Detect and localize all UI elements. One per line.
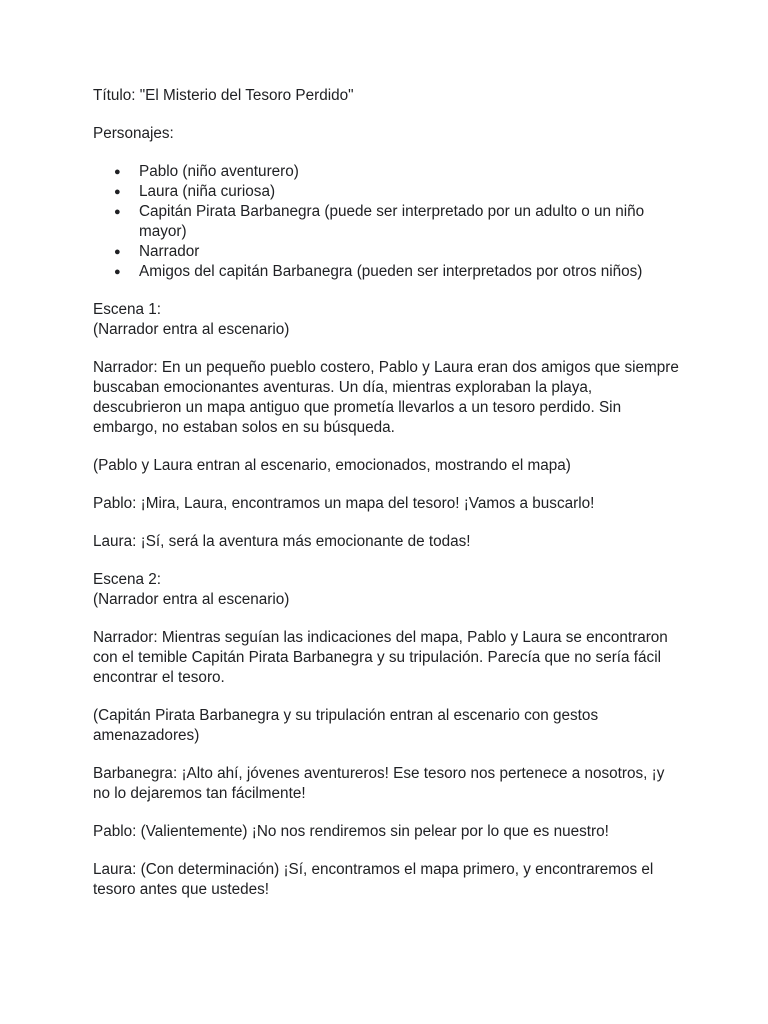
scene-2-pablo-line: Pablo: (Valientemente) ¡No nos rendiremos sin pelear por lo que es nuestro! — [93, 823, 609, 840]
scene-1-narrator-line: Narrador: En un pequeño pueblo costero, Pablo y Laura eran dos amigos que siempre buscaban emocionantes aventuras. Un día, mientras exploraban la playa, descubrieron un mapa antiguo que prometía llevarlos a un tesoro perdido. Sin embargo, no estaban solos en su búsqueda. — [93, 359, 679, 436]
scene-1-laura-line: Laura: ¡Sí, será la aventura más emocionante de todas! — [93, 533, 471, 550]
characters-list — [93, 162, 683, 282]
scene-1-direction: (Pablo y Laura entran al escenario, emocionados, mostrando el mapa) — [93, 457, 571, 474]
scene-2-barbanegra-line: Barbanegra: ¡Alto ahí, jóvenes aventureros! Ese tesoro nos pertenece a nosotros, ¡y no lo dejaremos tan fácilmente! — [93, 765, 665, 802]
character-item: ● Pablo (niño aventurero) — [93, 162, 683, 182]
title-line: Título: "El Misterio del Tesoro Perdido" — [93, 87, 354, 104]
character-item: ● Amigos del capitán Barbanegra (pueden ser interpretados por otros niños) — [93, 262, 683, 282]
scene-2-laura-line: Laura: (Con determinación) ¡Sí, encontramos el mapa primero, y encontraremos el tesoro antes que ustedes! — [93, 861, 654, 898]
scene-2-narrator-line: Narrador: Mientras seguían las indicaciones del mapa, Pablo y Laura se encontraron con el temible Capitán Pirata Barbanegra y su tripulación. Parecía que no sería fácil encontrar el tesoro. — [93, 629, 668, 686]
character-item: ● Laura (niña curiosa) — [93, 182, 683, 202]
scene-2-stage-direction: (Narrador entra al escenario) — [93, 591, 290, 608]
scene-1-pablo-line: Pablo: ¡Mira, Laura, encontramos un mapa del tesoro! ¡Vamos a buscarlo! — [93, 495, 595, 512]
scene-2-direction: (Capitán Pirata Barbanegra y su tripulación entran al escenario con gestos amenazadores) — [93, 707, 599, 744]
scene-2-heading: Escena 2: — [93, 571, 162, 588]
scene-1-stage-direction: (Narrador entra al escenario) — [93, 321, 290, 338]
character-item: ● Capitán Pirata Barbanegra (puede ser interpretado por un adulto o un niño mayor) — [93, 202, 683, 242]
characters-heading: Personajes: — [93, 125, 174, 142]
document-body — [93, 86, 683, 918]
scene-1-heading: Escena 1: — [93, 301, 162, 318]
character-item: ● Narrador — [93, 242, 683, 262]
scene-1-header — [93, 300, 683, 340]
scene-2-header — [93, 570, 683, 610]
